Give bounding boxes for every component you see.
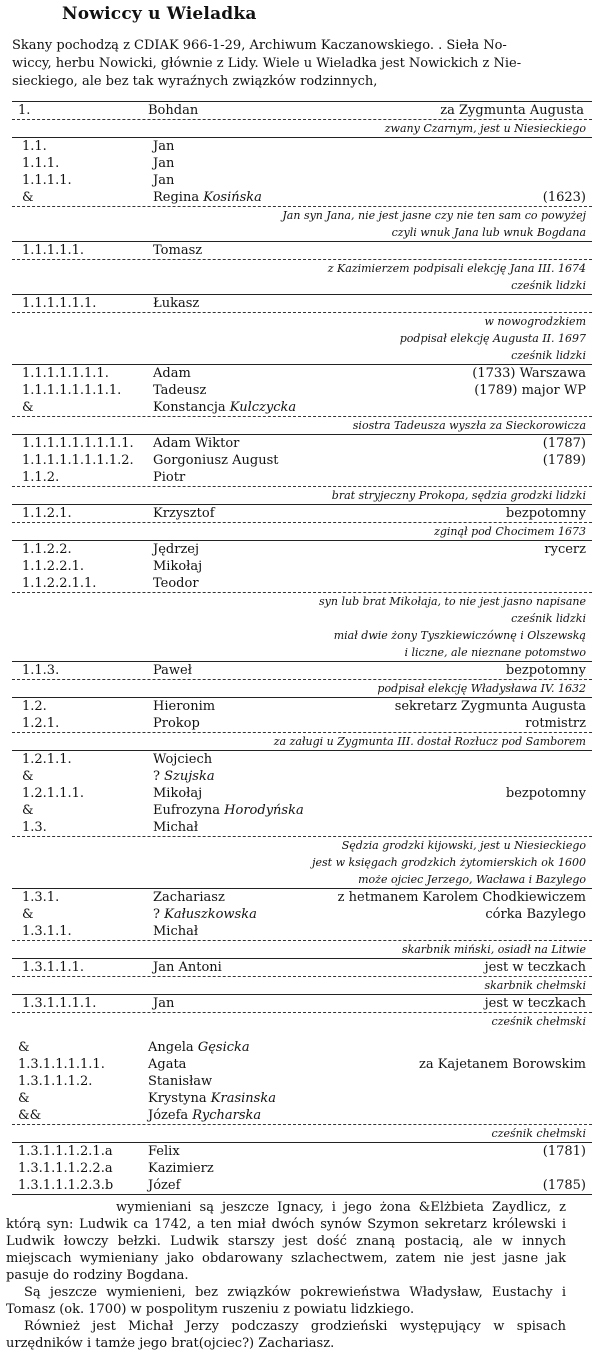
given-name: Piotr <box>153 470 186 485</box>
entry-note: córka Bazylego <box>485 907 586 922</box>
genealogy-row <box>12 995 592 1012</box>
person-name <box>153 959 222 976</box>
solid-rule <box>12 1194 592 1195</box>
person-name <box>148 1177 180 1194</box>
genealogy-row <box>12 923 592 940</box>
footer-paragraph: Są jeszcze wymienieni, bez związków pokrewieństwa Władysław, Eustachy i Tomasz (ok. 1700) w pospolitym ruszeniu z powiatu lidzkiego. <box>6 1285 566 1317</box>
entry-number: & <box>22 190 34 205</box>
entry-number: & <box>18 1040 30 1055</box>
entry-number: 1.2. <box>22 699 47 714</box>
genealogy-row <box>12 698 592 715</box>
given-name: Gorgoniusz August <box>153 453 279 468</box>
entry-note: sekretarz Zygmunta Augusta <box>394 699 586 714</box>
genealogy-row <box>12 295 592 312</box>
entry-comment: Sędzia grodzki kijowski, jest u Niesieckiego <box>341 839 586 852</box>
person-name <box>153 155 174 172</box>
entry-comment: zwany Czarnym, jest u Niesieckiego <box>384 122 586 135</box>
person-name <box>153 295 199 312</box>
entry-comment: cześnik lidzki <box>511 349 586 362</box>
entry-comment: jest w księgach grodzkich żytomierskich ok 1600 <box>312 856 586 869</box>
entry-note: bezpotomny <box>505 663 586 678</box>
entry-number: 1.2.1.1. <box>22 752 72 767</box>
entry-note: (1733) Warszawa <box>472 366 586 381</box>
surname: Kulczycka <box>229 400 297 415</box>
genealogy-row <box>12 365 592 382</box>
surname: Kałuszkowska <box>164 907 257 922</box>
entry-number: 1. <box>18 103 31 118</box>
given-name: Bohdan <box>148 103 199 118</box>
given-name: Kazimierz <box>148 1161 214 1176</box>
given-name: Jan <box>153 173 175 188</box>
page-title: Nowiccy u Wieladka <box>62 4 257 24</box>
person-name <box>153 541 199 558</box>
genealogy-row <box>12 1039 592 1056</box>
given-name: Jan <box>153 996 175 1011</box>
entry-number: 1.3.1. <box>22 890 60 905</box>
entry-number: & <box>22 803 34 818</box>
entry-note: bezpotomny <box>505 786 586 801</box>
genealogy-row <box>12 1056 592 1073</box>
entry-comment: podpisał elekcję Władysława IV. 1632 <box>377 682 586 695</box>
genealogy-row <box>12 575 592 592</box>
footer-notes <box>6 1199 566 1352</box>
entry-number: & <box>18 1091 30 1106</box>
entry-note: jest w teczkach <box>484 960 586 975</box>
genealogy-row <box>12 768 592 785</box>
person-name <box>153 242 202 259</box>
genealogy-row <box>12 1073 592 1090</box>
surname: Horodyńska <box>224 803 304 818</box>
entry-comment: z Kazimierzem podpisali elekcję Jana III. 1674 <box>327 262 586 275</box>
given-name: Angela <box>148 1040 194 1055</box>
entry-number: 1.1.2.2.1.1. <box>22 576 97 591</box>
person-name <box>153 365 191 382</box>
entry-note: rycerz <box>544 542 586 557</box>
person-name <box>153 995 174 1012</box>
genealogy-row <box>12 1090 592 1107</box>
entry-number: 1.2.1.1.1. <box>22 786 85 801</box>
given-name: Michał <box>153 924 199 939</box>
entry-note: (1789) <box>542 453 586 468</box>
genealogy-row <box>12 102 592 119</box>
person-name <box>148 1039 250 1056</box>
given-name: Paweł <box>153 663 192 678</box>
entry-comment: cześnik chełmski <box>491 1127 586 1140</box>
genealogy-table <box>12 101 592 1195</box>
genealogy-row <box>12 1177 592 1194</box>
given-name: ? <box>153 769 160 784</box>
given-name: Wojciech <box>153 752 213 767</box>
given-name: Jan <box>153 139 175 154</box>
genealogy-row <box>12 399 592 416</box>
genealogy-row <box>12 558 592 575</box>
entry-number: 1.1.1.1.1.1.1.1. <box>22 383 122 398</box>
genealogy-row <box>12 242 592 259</box>
person-name <box>153 399 296 416</box>
given-name: Jędrzej <box>153 542 200 557</box>
entry-number: 1.1.1. <box>22 156 60 171</box>
intro-line: Skany pochodzą z CDIAK 966-1-29, Archiwum Kaczanowskiego. . Sieła No- <box>12 38 507 53</box>
entry-number: 1.3.1.1.1.2.1.a <box>18 1144 113 1159</box>
person-name <box>153 768 215 785</box>
surname: Gęsicka <box>197 1040 250 1055</box>
given-name: Adam Wiktor <box>153 436 240 451</box>
entry-number: 1.3.1.1. <box>22 924 72 939</box>
given-name: Michał <box>153 820 199 835</box>
person-name <box>153 819 198 836</box>
entry-number: 1.2.1. <box>22 716 60 731</box>
entry-note: (1787) <box>542 436 586 451</box>
intro-line: sieckiego, ale bez tak wyraźnych związków rodzinnych, <box>12 74 378 89</box>
entry-number: 1.3.1.1.1.2. <box>18 1074 93 1089</box>
entry-number: && <box>18 1108 42 1123</box>
given-name: Krzysztof <box>153 506 215 521</box>
entry-number: 1.1.1.1. <box>22 173 72 188</box>
entry-comment: miał dwie żony Tyszkiewiczównę i Olszewską <box>333 629 586 642</box>
genealogy-row <box>12 1143 592 1160</box>
person-name <box>153 172 174 189</box>
person-name <box>153 505 215 522</box>
genealogy-row <box>12 889 592 906</box>
entry-comment: za załugi u Zygmunta III. dostał Rozłucz pod Samborem <box>273 735 586 748</box>
entry-note: za Kajetanem Borowskim <box>418 1057 586 1072</box>
entry-number: 1.1.1.1.1.1.1.1.1. <box>22 436 134 451</box>
entry-comment: cześnik lidzki <box>511 279 586 292</box>
entry-number: & <box>22 907 34 922</box>
person-name <box>153 715 200 732</box>
given-name: Krystyna <box>148 1091 207 1106</box>
entry-number: 1.1.2.2. <box>22 542 72 557</box>
given-name: Adam <box>153 366 191 381</box>
entry-note: za Zygmunta Augusta <box>440 103 584 118</box>
entry-comment: zginął pod Chocimem 1673 <box>434 525 586 538</box>
entry-number: 1.3. <box>22 820 47 835</box>
entry-note: z hetmanem Karolem Chodkiewiczem <box>337 890 586 905</box>
given-name: ? <box>153 907 160 922</box>
person-name <box>153 698 215 715</box>
given-name: Jan Antoni <box>153 960 222 975</box>
person-name <box>148 1090 276 1107</box>
given-name: Mikołaj <box>153 559 203 574</box>
surname: Rycharska <box>192 1108 262 1123</box>
given-name: Mikołaj <box>153 786 203 801</box>
surname: Kosińska <box>203 190 262 205</box>
entry-number: 1.3.1.1.1.2.2.a <box>18 1161 113 1176</box>
given-name: Hieronim <box>153 699 216 714</box>
genealogy-row <box>12 469 592 486</box>
entry-note: (1623) <box>542 190 586 205</box>
entry-comment: brat stryjeczny Prokopa, sędzia grodzki lidzki <box>331 489 586 502</box>
genealogy-row <box>12 155 592 172</box>
given-name: Józef <box>148 1178 181 1193</box>
given-name: Regina <box>153 190 200 205</box>
entry-number: 1.3.1.1.1. <box>22 960 85 975</box>
given-name: Eufrozyna <box>153 803 221 818</box>
person-name <box>148 1056 186 1073</box>
given-name: Łukasz <box>153 296 200 311</box>
entry-note: jest w teczkach <box>484 996 586 1011</box>
genealogy-row <box>12 715 592 732</box>
entry-number: 1.1.1.1.1. <box>22 243 85 258</box>
entry-comment: czyli wnuk Jana lub wnuk Bogdana <box>391 226 586 239</box>
entry-number: 1.1.2.2.1. <box>22 559 85 574</box>
person-name <box>153 889 225 906</box>
given-name: Józefa <box>148 1108 189 1123</box>
entry-number: 1.3.1.1.1.1.1. <box>18 1057 105 1072</box>
person-name <box>153 751 212 768</box>
genealogy-row <box>12 959 592 976</box>
person-name <box>148 102 198 119</box>
entry-number: 1.1.1.1.1.1.1.1.2. <box>22 453 134 468</box>
genealogy-row <box>12 1160 592 1177</box>
given-name: Stanisław <box>148 1074 213 1089</box>
intro-paragraph <box>12 37 594 91</box>
entry-comment: siostra Tadeusza wyszła za Sieckorowicza <box>352 419 586 432</box>
entry-comment: może ojciec Jerzego, Wacława i Bazylego <box>358 873 586 886</box>
entry-number: & <box>22 769 34 784</box>
entry-number: 1.1.1.1.1.1.1. <box>22 366 109 381</box>
given-name: Teodor <box>153 576 199 591</box>
given-name: Felix <box>148 1144 180 1159</box>
person-name <box>153 138 174 155</box>
entry-note: (1781) <box>542 1144 586 1159</box>
entry-comment: i liczne, ale nieznane potomstwo <box>404 646 586 659</box>
entry-comment: skarbnik chełmski <box>484 979 586 992</box>
person-name <box>153 469 185 486</box>
entry-comment: w nowogrodzkiem <box>484 315 586 328</box>
footer-paragraph: Również jest Michał Jerzy podczaszy grodzieński występujący w spisach urzędników i tamże jego brat(ojciec?) Zachariasz. <box>6 1319 566 1351</box>
genealogy-row <box>12 751 592 768</box>
given-name: Tomasz <box>153 243 203 258</box>
given-name: Prokop <box>153 716 200 731</box>
entry-comment: cześnik lidzki <box>511 612 586 625</box>
person-name <box>153 662 192 679</box>
entry-number: 1.1.2. <box>22 470 60 485</box>
person-name <box>148 1143 180 1160</box>
person-name <box>153 906 257 923</box>
person-name <box>153 785 202 802</box>
entry-number: 1.1. <box>22 139 47 154</box>
genealogy-row <box>12 172 592 189</box>
person-name <box>153 923 198 940</box>
person-name <box>153 189 262 206</box>
person-name <box>148 1073 212 1090</box>
genealogy-row <box>12 1107 592 1124</box>
entry-note: (1789) major WP <box>474 383 586 398</box>
genealogy-row <box>12 662 592 679</box>
entry-note: rotmistrz <box>525 716 586 731</box>
person-name <box>153 575 199 592</box>
entry-number: 1.3.1.1.1.1. <box>22 996 97 1011</box>
person-name <box>148 1107 261 1124</box>
genealogy-row <box>12 189 592 206</box>
entry-comment: syn lub brat Mikołaja, to nie jest jasno napisane <box>319 595 586 608</box>
person-name <box>148 1160 214 1177</box>
genealogy-row <box>12 435 592 452</box>
genealogy-row <box>12 382 592 399</box>
genealogy-row <box>12 505 592 522</box>
genealogy-row <box>12 138 592 155</box>
entry-comment: skarbnik miński, osiadł na Litwie <box>401 943 586 956</box>
entry-comment: podpisał elekcję Augusta II. 1697 <box>399 332 586 345</box>
given-name: Tadeusz <box>153 383 207 398</box>
person-name <box>153 558 202 575</box>
footer-paragraph: wymieniani są jeszcze Ignacy, i jego żona &Elżbieta Zaydlicz, z którą syn: Ludwik ca 1742, a ten miał dwóch synów Szymon sekretarz królewski i Ludwik łowczy bełzki. Ludwik starszy jest dość znaną postacią, ale w innych miejscach wymieniany jako obdarowany szlachectwem, zatem nie jest jasne jak pasuje do rodziny Bogdana. <box>6 1200 566 1283</box>
genealogy-row <box>12 819 592 836</box>
person-name <box>153 802 304 819</box>
entry-number: 1.1.2.1. <box>22 506 72 521</box>
spacer <box>12 1030 592 1039</box>
person-name <box>153 452 278 469</box>
intro-line: wiccy, herbu Nowicki, głównie z Lidy. Wiele u Wieladka jest Nowickich z Nie- <box>12 56 522 71</box>
genealogy-row <box>12 452 592 469</box>
surname: Krasinska <box>210 1091 276 1106</box>
person-name <box>153 382 206 399</box>
entry-comment: Jan syn Jana, nie jest jasne czy nie ten sam co powyżej <box>282 209 586 222</box>
entry-comment: cześnik chełmski <box>491 1015 586 1028</box>
entry-number: 1.1.3. <box>22 663 60 678</box>
genealogy-row <box>12 802 592 819</box>
given-name: Jan <box>153 156 175 171</box>
surname: Szujska <box>164 769 215 784</box>
given-name: Zachariasz <box>153 890 225 905</box>
entry-number: 1.1.1.1.1.1. <box>22 296 97 311</box>
entry-note: bezpotomny <box>505 506 586 521</box>
given-name: Konstancja <box>153 400 226 415</box>
person-name <box>153 435 239 452</box>
entry-number: & <box>22 400 34 415</box>
entry-note: (1785) <box>542 1178 586 1193</box>
genealogy-row <box>12 906 592 923</box>
genealogy-row <box>12 785 592 802</box>
genealogy-row <box>12 541 592 558</box>
entry-number: 1.3.1.1.1.2.3.b <box>18 1178 114 1193</box>
given-name: Agata <box>148 1057 187 1072</box>
